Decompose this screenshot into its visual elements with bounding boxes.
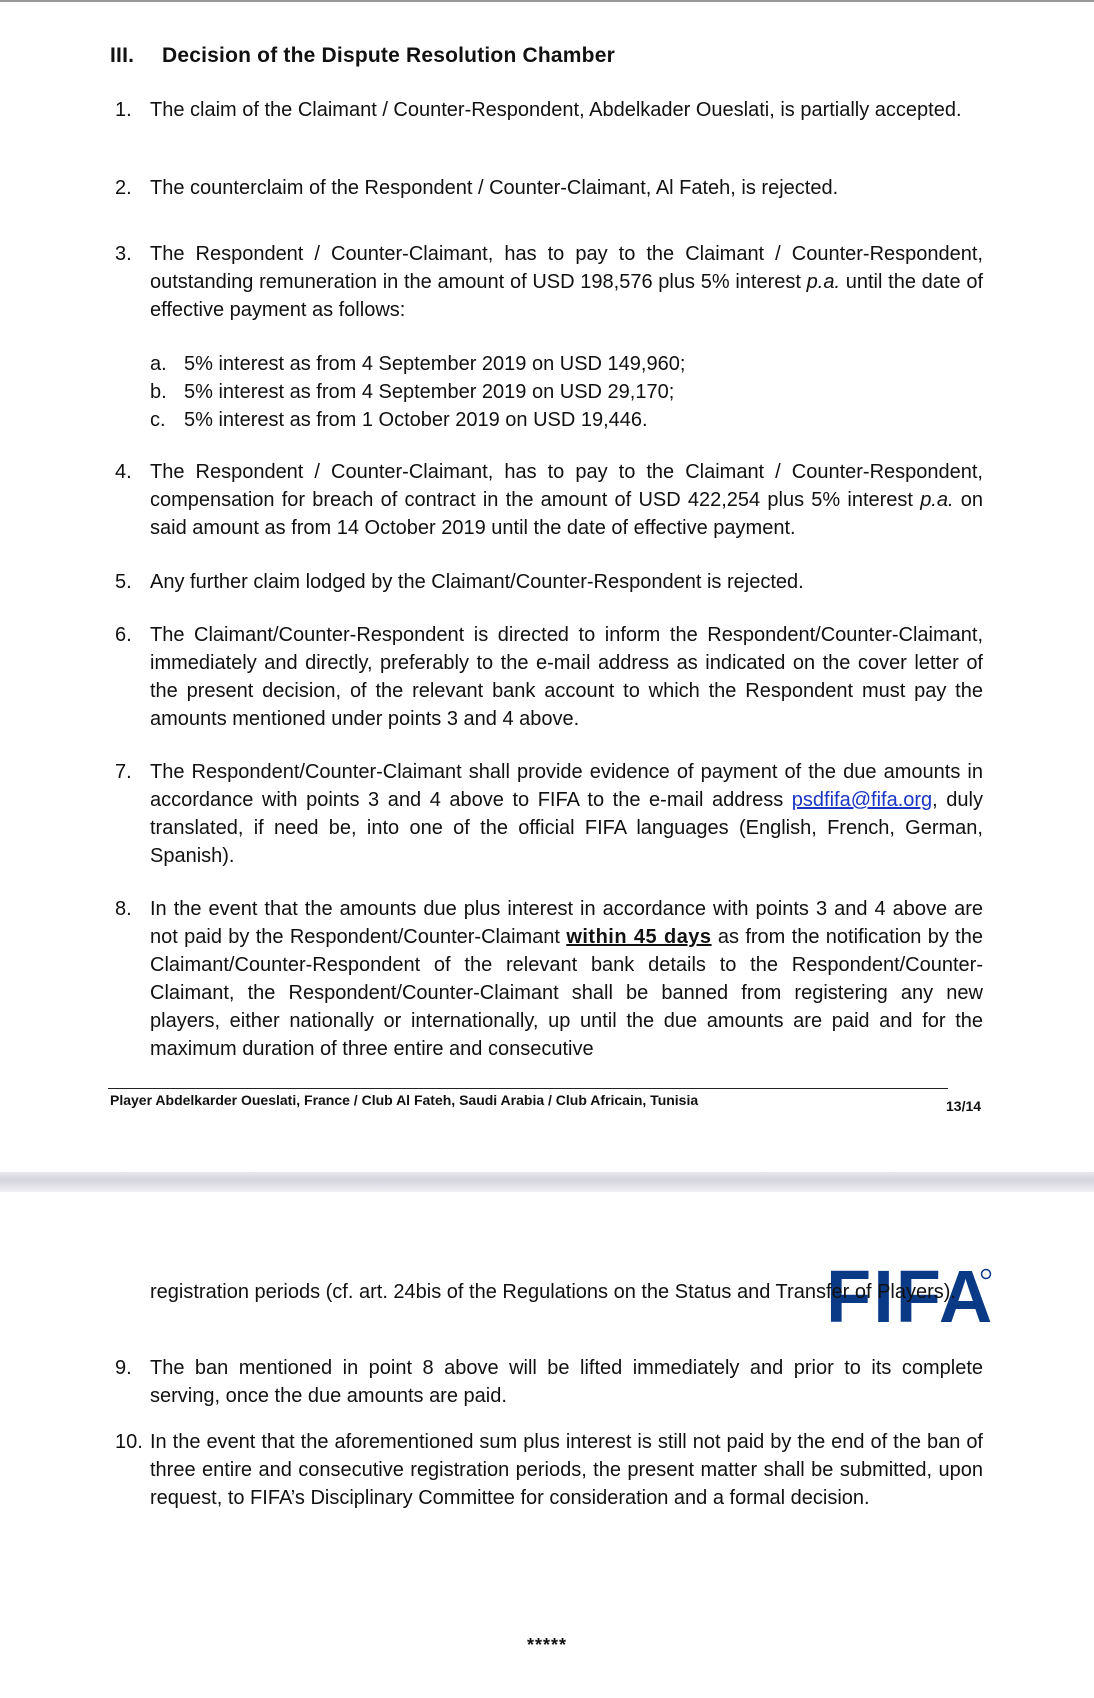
subitem-text: 5% interest as from 1 October 2019 on USD 19,446. [184,409,648,431]
item-text: The ban mentioned in point 8 above will be lifted immediately and prior to its complete serving, once the due amounts are paid. [150,1357,983,1407]
section-number: III. [110,44,135,67]
item-number: 9. [115,1357,132,1379]
item-text: The Respondent / Counter-Claimant, has to pay to the Claimant / Counter-Respondent, compensation for breach of contract in the amount of USD 422,254 plus 5% interest p.a. on said amount as from 14 October 2019 until the date of effective payment. [150,461,983,539]
item-number: 10. [115,1431,143,1453]
interest-subitem-c [150,406,980,434]
item-text: Any further claim lodged by the Claimant/Counter-Respondent is rejected. [150,571,804,593]
item-number: 2. [115,177,132,199]
email-link[interactable]: psdfifa@fifa.org [791,789,933,811]
item-number: 8. [115,898,132,920]
footer-case-parties: Player Abdelkarder Oueslati, France / Club Al Fateh, Saudi Arabia / Club Africain, Tunisia [110,1092,699,1108]
fifa-logo-wordmark: FIFA [826,1260,995,1332]
subitem-letter: a. [150,353,167,375]
item-number: 4. [115,461,132,483]
decision-item-3 [115,240,983,324]
footer-page-number: 13/14 [946,1098,982,1114]
item-number: 3. [115,243,132,265]
italic-term: p.a. [920,489,954,511]
section-title: Decision of the Dispute Resolution Chamber [162,44,615,67]
item-number: 6. [115,624,132,646]
item-text: In the event that the amounts due plus interest in accordance with points 3 and 4 above are not paid by the Respondent/Counter-Claimant within 45 days as from the notification by the Claimant/Counter-Respondent of the relevant bank details to the Respondent/Counter-Claimant, the Respondent/Counter-Claimant shall be banned from registering any new players, either nationally or internationally, up until the due amounts are paid and for the maximum duration of three entire and consecutive [150,898,983,1060]
item-text: In the event that the aforementioned sum plus interest is still not paid by the end of the ban of three entire and consecutive registration periods, the present matter shall be submitted, upon request, to FIFA’s Disciplinary Committee for consideration and a formal decision. [150,1431,983,1509]
decision-item-9 [115,1354,983,1410]
subitem-letter: c. [150,409,166,431]
item-number: 1. [115,99,132,121]
page-14 [0,1192,1094,1698]
decision-item-4 [115,458,983,542]
decision-item-1 [115,96,983,124]
page-13 [0,2,1094,1172]
subitem-text: 5% interest as from 4 September 2019 on USD 149,960; [184,353,686,375]
subitem-letter: b. [150,381,167,403]
item-text: registration periods (cf. art. 24bis of the Regulations on the Status and Transfer of Players). [150,1281,956,1303]
item-number: 7. [115,761,132,783]
italic-term: p.a. [806,271,841,293]
end-of-decision-mark: ***** [526,1635,568,1655]
decision-item-2 [115,174,983,202]
item-text: The Respondent / Counter-Claimant, has to pay to the Claimant / Counter-Respondent, outstanding remuneration in the amount of USD 198,576 plus 5% interest p.a. until the date of effective payment as follows: [150,243,983,321]
decision-item-8-continued [115,1278,983,1306]
deadline-emphasis: within 45 days [566,926,712,948]
item-text: The Respondent/Counter-Claimant shall provide evidence of payment of the due amounts in accordance with points 3 and 4 above to FIFA to the e-mail address psdfifa@fifa.org, duly translated, if need be, into one of the official FIFA languages (English, French, German, Spanish). [150,761,983,867]
item-text: The Claimant/Counter-Respondent is directed to inform the Respondent/Counter-Claimant, immediately and directly, preferably to the e-mail address as indicated on the cover letter of the present decision, of the relevant bank account to which the Respondent must pay the amounts mentioned under points 3 and 4 above. [150,624,983,730]
decision-item-8 [115,895,983,1063]
decision-item-5 [115,568,983,596]
section-heading [110,44,615,68]
interest-subitem-a [150,350,980,378]
page-separator [0,1172,1094,1192]
decision-item-10 [115,1428,983,1512]
subitem-text: 5% interest as from 4 September 2019 on USD 29,170; [184,381,675,403]
interest-subitem-b [150,378,980,406]
decision-item-7 [115,758,983,870]
footer-divider [108,1088,948,1089]
item-text: The counterclaim of the Respondent / Counter-Claimant, Al Fateh, is rejected. [150,177,839,199]
item-number: 5. [115,571,132,593]
item-text: The claim of the Claimant / Counter-Respondent, Abdelkader Oueslati, is partially accepted. [150,99,962,121]
decision-item-6 [115,621,983,733]
